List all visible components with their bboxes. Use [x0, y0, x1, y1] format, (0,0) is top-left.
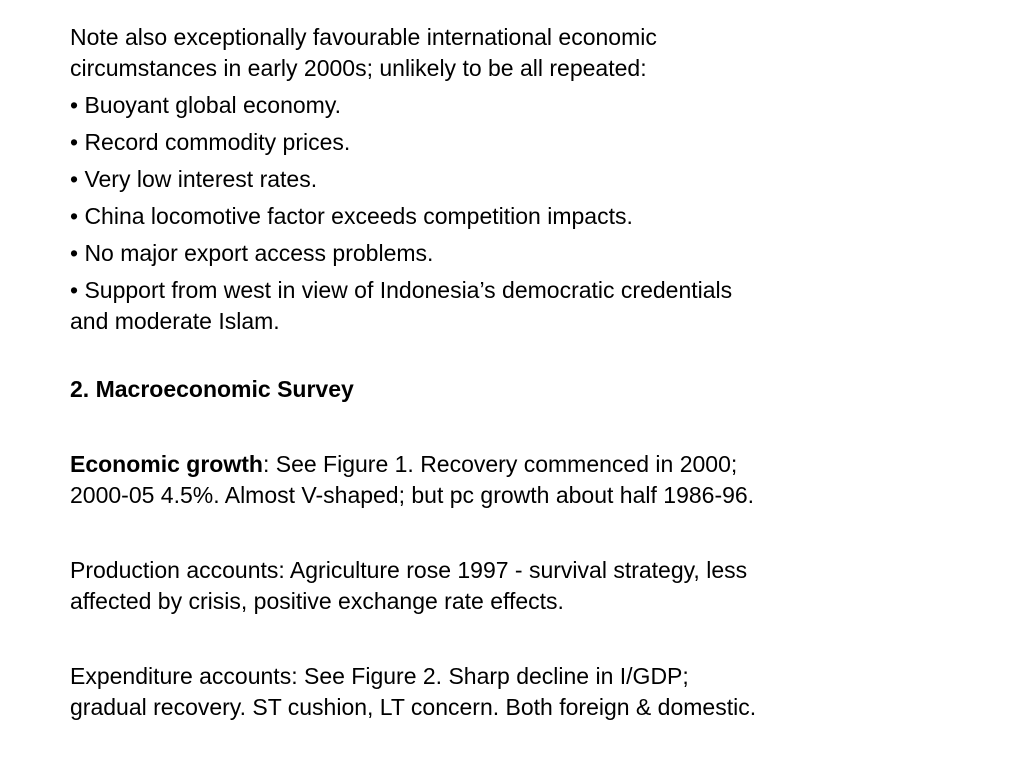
intro-paragraph	[70, 22, 970, 84]
bullet-item: • Very low interest rates.	[70, 166, 318, 192]
growth-text: : See Figure 1. Recovery commenced in 2000;	[262, 451, 738, 477]
production-line-2: affected by crisis, positive exchange rate effects.	[70, 588, 564, 614]
growth-label: Economic growth	[70, 451, 263, 477]
growth-paragraph	[70, 449, 970, 511]
bullet-line-2: and moderate Islam.	[70, 308, 280, 334]
bullet-item: • Buoyant global economy.	[70, 92, 342, 118]
growth-line-2: 2000-05 4.5%. Almost V-shaped; but pc growth about half 1986-96.	[70, 482, 755, 508]
intro-line-1: Note also exceptionally favourable international economic	[70, 24, 657, 50]
production-line-1: Production accounts: Agriculture rose 1997 - survival strategy, less	[70, 557, 748, 583]
bullet-item: • China locomotive factor exceeds competition impacts.	[70, 203, 633, 229]
bullet-item: • No major export access problems.	[70, 240, 434, 266]
production-paragraph	[70, 555, 970, 617]
expenditure-line-2: gradual recovery. ST cushion, LT concern. Both foreign & domestic.	[70, 694, 757, 720]
bullet-list	[70, 90, 970, 337]
growth-line-1	[70, 449, 970, 480]
bullet-item: • Record commodity prices.	[70, 129, 351, 155]
expenditure-paragraph	[70, 661, 970, 723]
expenditure-line-1: Expenditure accounts: See Figure 2. Sharp decline in I/GDP;	[70, 663, 689, 689]
slide-body	[70, 22, 970, 723]
bullet-line-1: • Support from west in view of Indonesia’s democratic credentials	[70, 277, 733, 303]
section-heading: 2. Macroeconomic Survey	[70, 376, 354, 402]
bullet-item-multiline	[70, 275, 970, 337]
intro-line-2: circumstances in early 2000s; unlikely to be all repeated:	[70, 55, 647, 81]
